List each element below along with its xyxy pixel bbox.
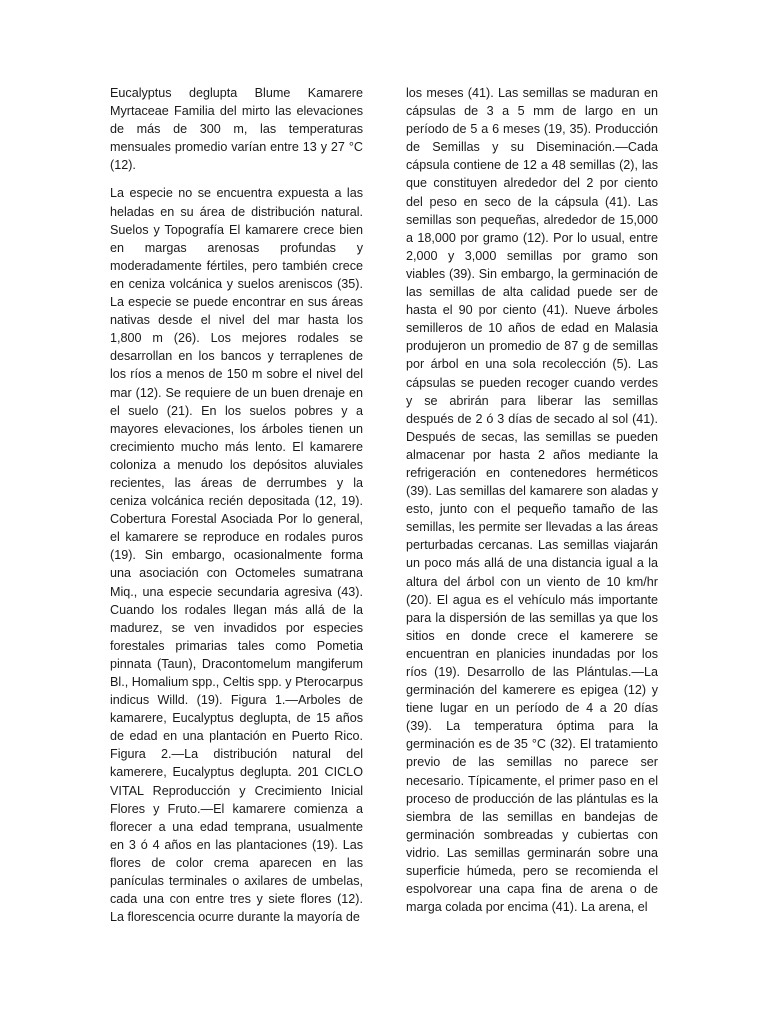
paragraph-intro: Eucalyptus deglupta Blume Kamarere Myrtaceae Familia del mirto las elevaciones de más de 300 m, las temperaturas mensuales promedio varían entre 13 y 27 °C (12). [110, 86, 363, 173]
paragraph-body-right: los meses (41). Las semillas se maduran en cápsulas de 3 a 5 mm de largo en un período de 5 a 6 meses (19, 35). Producción de Semillas y su Diseminación.—Cada cápsula contiene de 12 a 48 semillas (2), las que constituyen alrededor del 2 por ciento del peso en seco de la cápsula (41). Las semillas son pequeñas, alrededor de 15,000 a 18,000 por gramo (12). Por lo usual, entre 2,000 y 3,000 semillas por gramo son viables (39). Sin embargo, la germinación de las semillas de alta calidad puede ser de hasta el 90 por ciento (41). Nueve árboles semilleros de 10 años de edad en Malasia produjeron un promedio de 87 g de semillas por árbol en una sola recolección (5). Las cápsulas se pueden recoger cuando verdes y se abrirán para liberar las semillas después de 2 ó 3 días de secado al sol (41). Después de secas, las semillas se pueden almacenar por hasta 2 años mediante la refrigeración en contenedores herméticos (39). Las semillas del kamarere son aladas y esto, junto con el pequeño tamaño de las semillas, les permite ser llevadas a las áreas perturbadas cercanas. Las semillas viajarán un poco más allá de una distancia igual a la altura del árbol con un viento de 10 km/hr (20). El agua es el vehículo más importante para la dispersión de las semillas ya que los sitios en donde crece el kamerere se encuentran en planicies inundadas por los ríos (19). Desarrollo de las Plántulas.—La germinación del kamerere es epigea (12) y tiene lugar en un período de 4 a 20 días (39). La temperatura óptima para la germinación es de 35 °C (32). El tratamiento previo de las semillas no parece ser necesario. Típicamente, el primer paso en el proceso de producción de las plántulas es la siembra de las semillas en bandejas de germinación sombreadas y cubiertas con vidrio. Las semillas germinarán sobre una superficie húmeda, pero se recomienda el espolvorear una capa fina de arena o de marga colada por encima (41). La arena, el [406, 86, 658, 915]
paragraph-body-left: La especie no se encuentra expuesta a las heladas en su área de distribución natural. Suelos y Topografía El kamarere crece bien en margas arenosas profundas y moderadamente fértiles, pero también crece en ceniza volcánica y suelos areniscos (35). La especie se puede encontrar en sus áreas nativas desde el nivel del mar hasta los 1,800 m (26). Los mejores rodales se desarrollan en los bancos y terraplenes de los ríos a menos de 150 m sobre el nivel del mar (12). Se requiere de un buen drenaje en el suelo (21). En los suelos pobres y a mayores elevaciones, los árboles tienen un crecimiento mucho más lento. El kamarere coloniza a menudo los depósitos aluviales recientes, las áreas de derrumbes y la ceniza volcánica recién depositada (12, 19). Cobertura Forestal Asociada Por lo general, el kamarere se reproduce en rodales puros (19). Sin embargo, ocasionalmente forma una asociación con Octomeles sumatrana Miq., una especie secundaria agresiva (43). Cuando los rodales llegan más allá de la madurez, se ven invadidos por especies forestales primarias tales como Pometia pinnata (Taun), Dracontomelum mangiferum Bl., Homalium spp., Celtis spp. y Pterocarpus indicus Willd. (19). Figura 1.—Arboles de kamarere, Eucalyptus deglupta, de 15 años de edad en una plantación en Puerto Rico. Figura 2.—La distribución natural del kamerere, Eucalyptus deglupta. 201 CICLO VITAL Reproducción y Crecimiento Inicial Flores y Fruto.—El kamarere comienza a florecer a una edad temprana, usualmente en 3 ó 4 años en las plantaciones (19). Las flores de color crema aparecen en las panículas terminales o axilares de umbelas, cada una con entre tres y siete flores (12). La florescencia ocurre durante la mayoría de [110, 186, 363, 925]
left-text-column [110, 84, 363, 936]
right-text-column [406, 84, 658, 926]
